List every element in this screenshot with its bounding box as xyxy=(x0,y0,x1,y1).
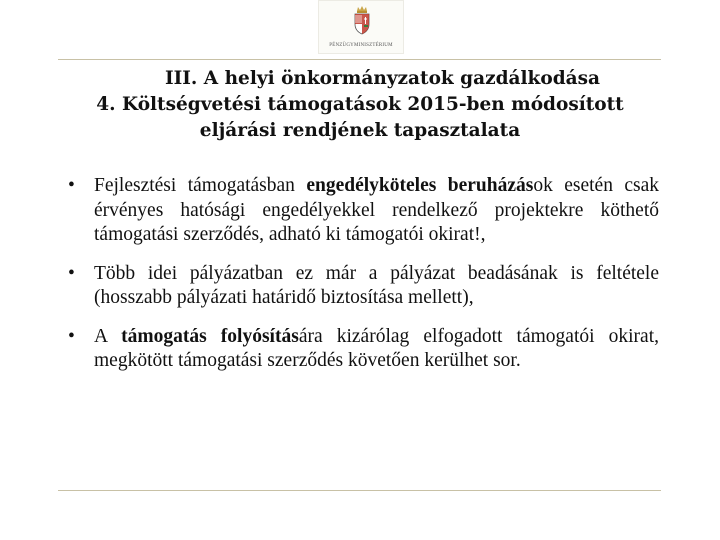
ministry-logo xyxy=(318,0,404,54)
slide-title xyxy=(60,66,660,144)
top-divider xyxy=(58,59,661,60)
bullet-text: Fejlesztési támogatásban xyxy=(94,175,307,196)
bullet-icon: • xyxy=(68,262,75,284)
bullet-item xyxy=(62,262,659,311)
bullet-item xyxy=(62,174,659,248)
bullet-text: Több idei pályázatban ez már a pályázat beadásának is feltétele (hosszabb pályázati határidő biztosítása mellett), xyxy=(94,262,659,308)
bullet-icon: • xyxy=(68,325,75,347)
logo-caption: PÉNZÜGYMINISZTÉRIUM xyxy=(329,43,393,48)
title-line-3: eljárási rendjének tapasztalata xyxy=(199,120,521,141)
bullet-text: ára kizárólag elfogadott támogatói okirat, megkötött támogatási szerződés követően kerülhet sor. xyxy=(94,325,659,371)
bottom-divider xyxy=(58,490,661,491)
coat-of-arms-icon xyxy=(352,5,372,35)
bullet-icon: • xyxy=(68,175,75,196)
title-line-2: 4. Költségvetési támogatások 2015-ben módosított xyxy=(96,94,624,115)
bullet-item xyxy=(62,325,659,374)
bullet-text: A xyxy=(94,325,122,347)
bullet-list xyxy=(62,174,659,388)
bullet-emphasis: engedélyköteles beruházás xyxy=(306,175,534,196)
bullet-emphasis: támogatás folyósítás xyxy=(121,325,299,347)
bullet-text: ok esetén csak érvényes hatósági engedélyekkel rendelkező projektekre köthető támogatási szerződés, adható ki támogatói okirat!, xyxy=(94,175,660,245)
title-line-1: III. A helyi önkormányzatok gazdálkodása xyxy=(164,68,601,89)
